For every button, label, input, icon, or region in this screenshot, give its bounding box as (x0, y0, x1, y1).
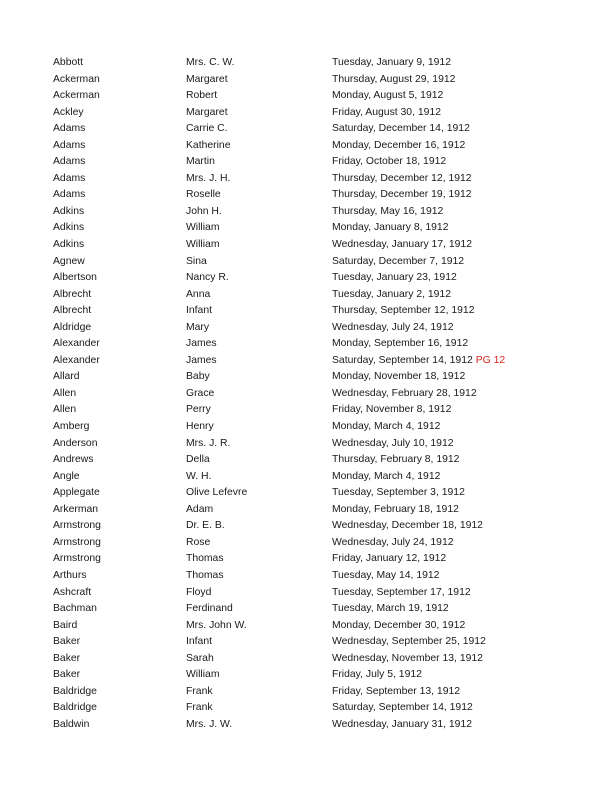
first-name: Mrs. John W. (186, 619, 247, 631)
record-date: Saturday, December 7, 1912 (332, 255, 465, 267)
record-date: Monday, January 8, 1912 (332, 222, 449, 234)
record-date-cell (332, 254, 464, 271)
last-name: Baldridge (53, 702, 97, 714)
last-name: Aldridge (53, 321, 92, 333)
record-row (53, 287, 593, 304)
last-name: Andrews (53, 454, 94, 466)
record-row (53, 187, 593, 204)
record-date: Tuesday, September 3, 1912 (332, 487, 465, 499)
first-name: James (186, 354, 217, 366)
last-name: Allard (53, 371, 80, 383)
last-name: Baker (53, 636, 81, 648)
record-date: Tuesday, January 9, 1912 (332, 57, 451, 68)
record-date-cell (332, 237, 472, 254)
record-date-cell (332, 287, 451, 304)
record-date: Monday, February 18, 1912 (332, 503, 459, 515)
record-date-cell (332, 452, 459, 469)
record-row (53, 369, 593, 386)
last-name: Albrecht (53, 288, 92, 300)
last-name: Baker (53, 652, 81, 664)
first-name: William (186, 222, 220, 234)
record-row (53, 138, 593, 155)
first-name: Margaret (186, 73, 228, 85)
last-name: Adams (53, 172, 86, 184)
record-row (53, 303, 593, 320)
record-row (53, 618, 593, 635)
record-date-cell (332, 535, 454, 552)
record-row (53, 154, 593, 171)
record-date: Wednesday, July 24, 1912 (332, 536, 454, 548)
record-date: Tuesday, January 2, 1912 (332, 288, 451, 300)
last-name: Adams (53, 123, 86, 135)
record-date: Thursday, December 12, 1912 (332, 172, 472, 184)
record-row (53, 270, 593, 287)
first-name: Ferdinand (186, 603, 233, 615)
record-date-cell (332, 419, 440, 436)
first-name: Mrs. J. W. (186, 718, 233, 730)
first-name: Rose (186, 536, 211, 548)
record-row (53, 585, 593, 602)
last-name: Albertson (53, 272, 97, 284)
record-date: Saturday, September 14, 1912 (332, 354, 473, 366)
record-date-cell (332, 651, 483, 668)
record-date-cell (332, 518, 483, 535)
record-date-cell (332, 154, 446, 171)
record-date-cell (332, 717, 472, 734)
record-date: Wednesday, November 13, 1912 (332, 652, 483, 664)
record-row (53, 717, 593, 734)
first-name: Thomas (186, 569, 224, 581)
record-row (53, 469, 593, 486)
record-date-cell (332, 353, 505, 370)
first-name: Grace (186, 387, 215, 399)
record-date: Thursday, May 16, 1912 (332, 205, 444, 217)
last-name: Alexander (53, 338, 100, 350)
last-name: Ackley (53, 106, 84, 118)
record-date: Saturday, December 14, 1912 (332, 123, 470, 135)
record-date-cell (332, 667, 422, 684)
first-name: Margaret (186, 106, 228, 118)
last-name: Adams (53, 156, 86, 168)
record-date: Friday, January 12, 1912 (332, 553, 447, 565)
record-row (53, 651, 593, 668)
record-row (53, 220, 593, 237)
last-name: Adams (53, 189, 86, 201)
record-date: Wednesday, July 24, 1912 (332, 321, 454, 333)
record-row (53, 237, 593, 254)
record-row (53, 700, 593, 717)
first-name: Floyd (186, 586, 212, 598)
record-row (53, 353, 593, 370)
record-date-cell (332, 88, 443, 105)
last-name: Albrecht (53, 305, 92, 317)
last-name: Adkins (53, 222, 85, 234)
record-date-cell (332, 336, 468, 353)
record-date-cell (332, 684, 460, 701)
first-name: John H. (186, 205, 222, 217)
record-row (53, 634, 593, 651)
first-name: Frank (186, 685, 213, 697)
record-date-cell (332, 187, 472, 204)
record-date: Friday, August 30, 1912 (332, 106, 441, 118)
first-name: Roselle (186, 189, 221, 201)
record-date-cell (332, 220, 449, 237)
first-name: Mary (186, 321, 210, 333)
record-date: Monday, December 16, 1912 (332, 139, 466, 151)
record-date: Thursday, September 12, 1912 (332, 305, 475, 317)
last-name: Baldridge (53, 685, 97, 697)
last-name: Armstrong (53, 536, 101, 548)
record-date-cell (332, 585, 471, 602)
record-date-cell (332, 469, 440, 486)
last-name: Applegate (53, 487, 100, 499)
record-date-cell (332, 303, 474, 320)
record-date-cell (332, 551, 446, 568)
first-name: Robert (186, 90, 218, 102)
first-name: Infant (186, 636, 212, 648)
record-row (53, 171, 593, 188)
last-name: Abbott (53, 57, 84, 68)
record-date-cell (332, 601, 449, 618)
last-name: Amberg (53, 421, 90, 433)
first-name: Della (186, 454, 210, 466)
record-date: Friday, July 5, 1912 (332, 669, 422, 681)
record-date-cell (332, 402, 451, 419)
first-name: Martin (186, 156, 215, 168)
record-date-cell (332, 55, 451, 72)
record-date: Tuesday, May 14, 1912 (332, 569, 440, 581)
last-name: Adams (53, 139, 86, 151)
record-row (53, 436, 593, 453)
first-name: Infant (186, 305, 212, 317)
record-date: Monday, September 16, 1912 (332, 338, 469, 350)
last-name: Adkins (53, 205, 85, 217)
record-date: Wednesday, September 25, 1912 (332, 636, 486, 648)
last-name: Ackerman (53, 73, 100, 85)
record-date: Friday, November 8, 1912 (332, 404, 452, 416)
last-name: Ashcraft (53, 586, 92, 598)
record-date: Monday, December 30, 1912 (332, 619, 466, 631)
records-list (53, 55, 593, 733)
record-row (53, 320, 593, 337)
first-name: Frank (186, 702, 213, 714)
record-row (53, 336, 593, 353)
record-date: Thursday, February 8, 1912 (332, 454, 460, 466)
last-name: Angle (53, 470, 80, 482)
last-name: Allen (53, 387, 77, 399)
record-date-cell (332, 369, 465, 386)
record-row (53, 419, 593, 436)
record-date-cell (332, 634, 486, 651)
last-name: Arthurs (53, 569, 87, 581)
first-name: Mrs. J. R. (186, 437, 231, 449)
last-name: Armstrong (53, 553, 101, 565)
first-name: James (186, 338, 217, 350)
page-note: PG 12 (475, 354, 506, 366)
first-name: Dr. E. B. (186, 520, 225, 532)
record-date: Friday, September 13, 1912 (332, 685, 461, 697)
record-row (53, 601, 593, 618)
record-date: Wednesday, February 28, 1912 (332, 387, 477, 399)
record-date: Friday, October 18, 1912 (332, 156, 447, 168)
record-row (53, 518, 593, 535)
first-name: Anna (186, 288, 211, 300)
record-date-cell (332, 436, 454, 453)
record-row (53, 485, 593, 502)
last-name: Baker (53, 669, 81, 681)
record-row (53, 254, 593, 271)
record-date-cell (332, 204, 443, 221)
record-date-cell (332, 270, 457, 287)
record-date: Thursday, August 29, 1912 (332, 73, 456, 85)
record-row (53, 667, 593, 684)
last-name: Bachman (53, 603, 97, 615)
record-date: Monday, March 4, 1912 (332, 421, 441, 433)
record-date: Wednesday, July 10, 1912 (332, 437, 454, 449)
first-name: Mrs. J. H. (186, 172, 231, 184)
record-date: Tuesday, March 19, 1912 (332, 603, 449, 615)
first-name: Baby (186, 371, 210, 383)
record-date-cell (332, 618, 465, 635)
first-name: Carrie C. (186, 123, 228, 135)
record-row (53, 204, 593, 221)
first-name: Olive Lefevre (186, 487, 248, 499)
record-row (53, 502, 593, 519)
record-row (53, 121, 593, 138)
record-date: Wednesday, December 18, 1912 (332, 520, 483, 532)
last-name: Ackerman (53, 90, 100, 102)
record-date: Monday, November 18, 1912 (332, 371, 466, 383)
last-name: Baird (53, 619, 78, 631)
record-date-cell (332, 700, 473, 717)
record-row (53, 88, 593, 105)
last-name: Armstrong (53, 520, 101, 532)
record-date: Saturday, September 14, 1912 (332, 702, 473, 714)
first-name: Sarah (186, 652, 214, 664)
last-name: Baldwin (53, 718, 90, 730)
record-row (53, 105, 593, 122)
first-name: W. H. (186, 470, 212, 482)
record-row (53, 684, 593, 701)
record-date-cell (332, 485, 465, 502)
last-name: Anderson (53, 437, 98, 449)
last-name: Arkerman (53, 503, 99, 515)
record-date-cell (332, 568, 439, 585)
first-name: Thomas (186, 553, 224, 565)
record-date: Wednesday, January 31, 1912 (332, 718, 472, 730)
first-name: William (186, 669, 220, 681)
record-date: Wednesday, January 17, 1912 (332, 239, 472, 251)
record-date-cell (332, 72, 455, 89)
record-row (53, 402, 593, 419)
record-row (53, 72, 593, 89)
first-name: Adam (186, 503, 214, 515)
record-row (53, 551, 593, 568)
first-name: Nancy R. (186, 272, 229, 284)
record-row (53, 535, 593, 552)
record-date-cell (332, 171, 472, 188)
first-name: Henry (186, 421, 214, 433)
first-name: William (186, 239, 220, 251)
record-date-cell (332, 502, 459, 519)
record-date-cell (332, 138, 465, 155)
record-date-cell (332, 105, 441, 122)
first-name: Katherine (186, 139, 231, 151)
record-row (53, 386, 593, 403)
record-date: Monday, March 4, 1912 (332, 470, 441, 482)
record-row (53, 568, 593, 585)
first-name: Perry (186, 404, 211, 416)
record-date-cell (332, 121, 470, 138)
first-name: Sina (186, 255, 207, 267)
first-name: Mrs. C. W. (186, 57, 235, 68)
record-date: Tuesday, September 17, 1912 (332, 586, 471, 598)
record-date-cell (332, 320, 454, 337)
record-date: Tuesday, January 23, 1912 (332, 272, 457, 284)
last-name: Allen (53, 404, 77, 416)
record-row (53, 452, 593, 469)
last-name: Agnew (53, 255, 85, 267)
last-name: Adkins (53, 239, 85, 251)
record-row (53, 55, 593, 72)
record-date: Thursday, December 19, 1912 (332, 189, 472, 201)
record-date-cell (332, 386, 477, 403)
record-date: Monday, August 5, 1912 (332, 90, 444, 102)
last-name: Alexander (53, 354, 100, 366)
